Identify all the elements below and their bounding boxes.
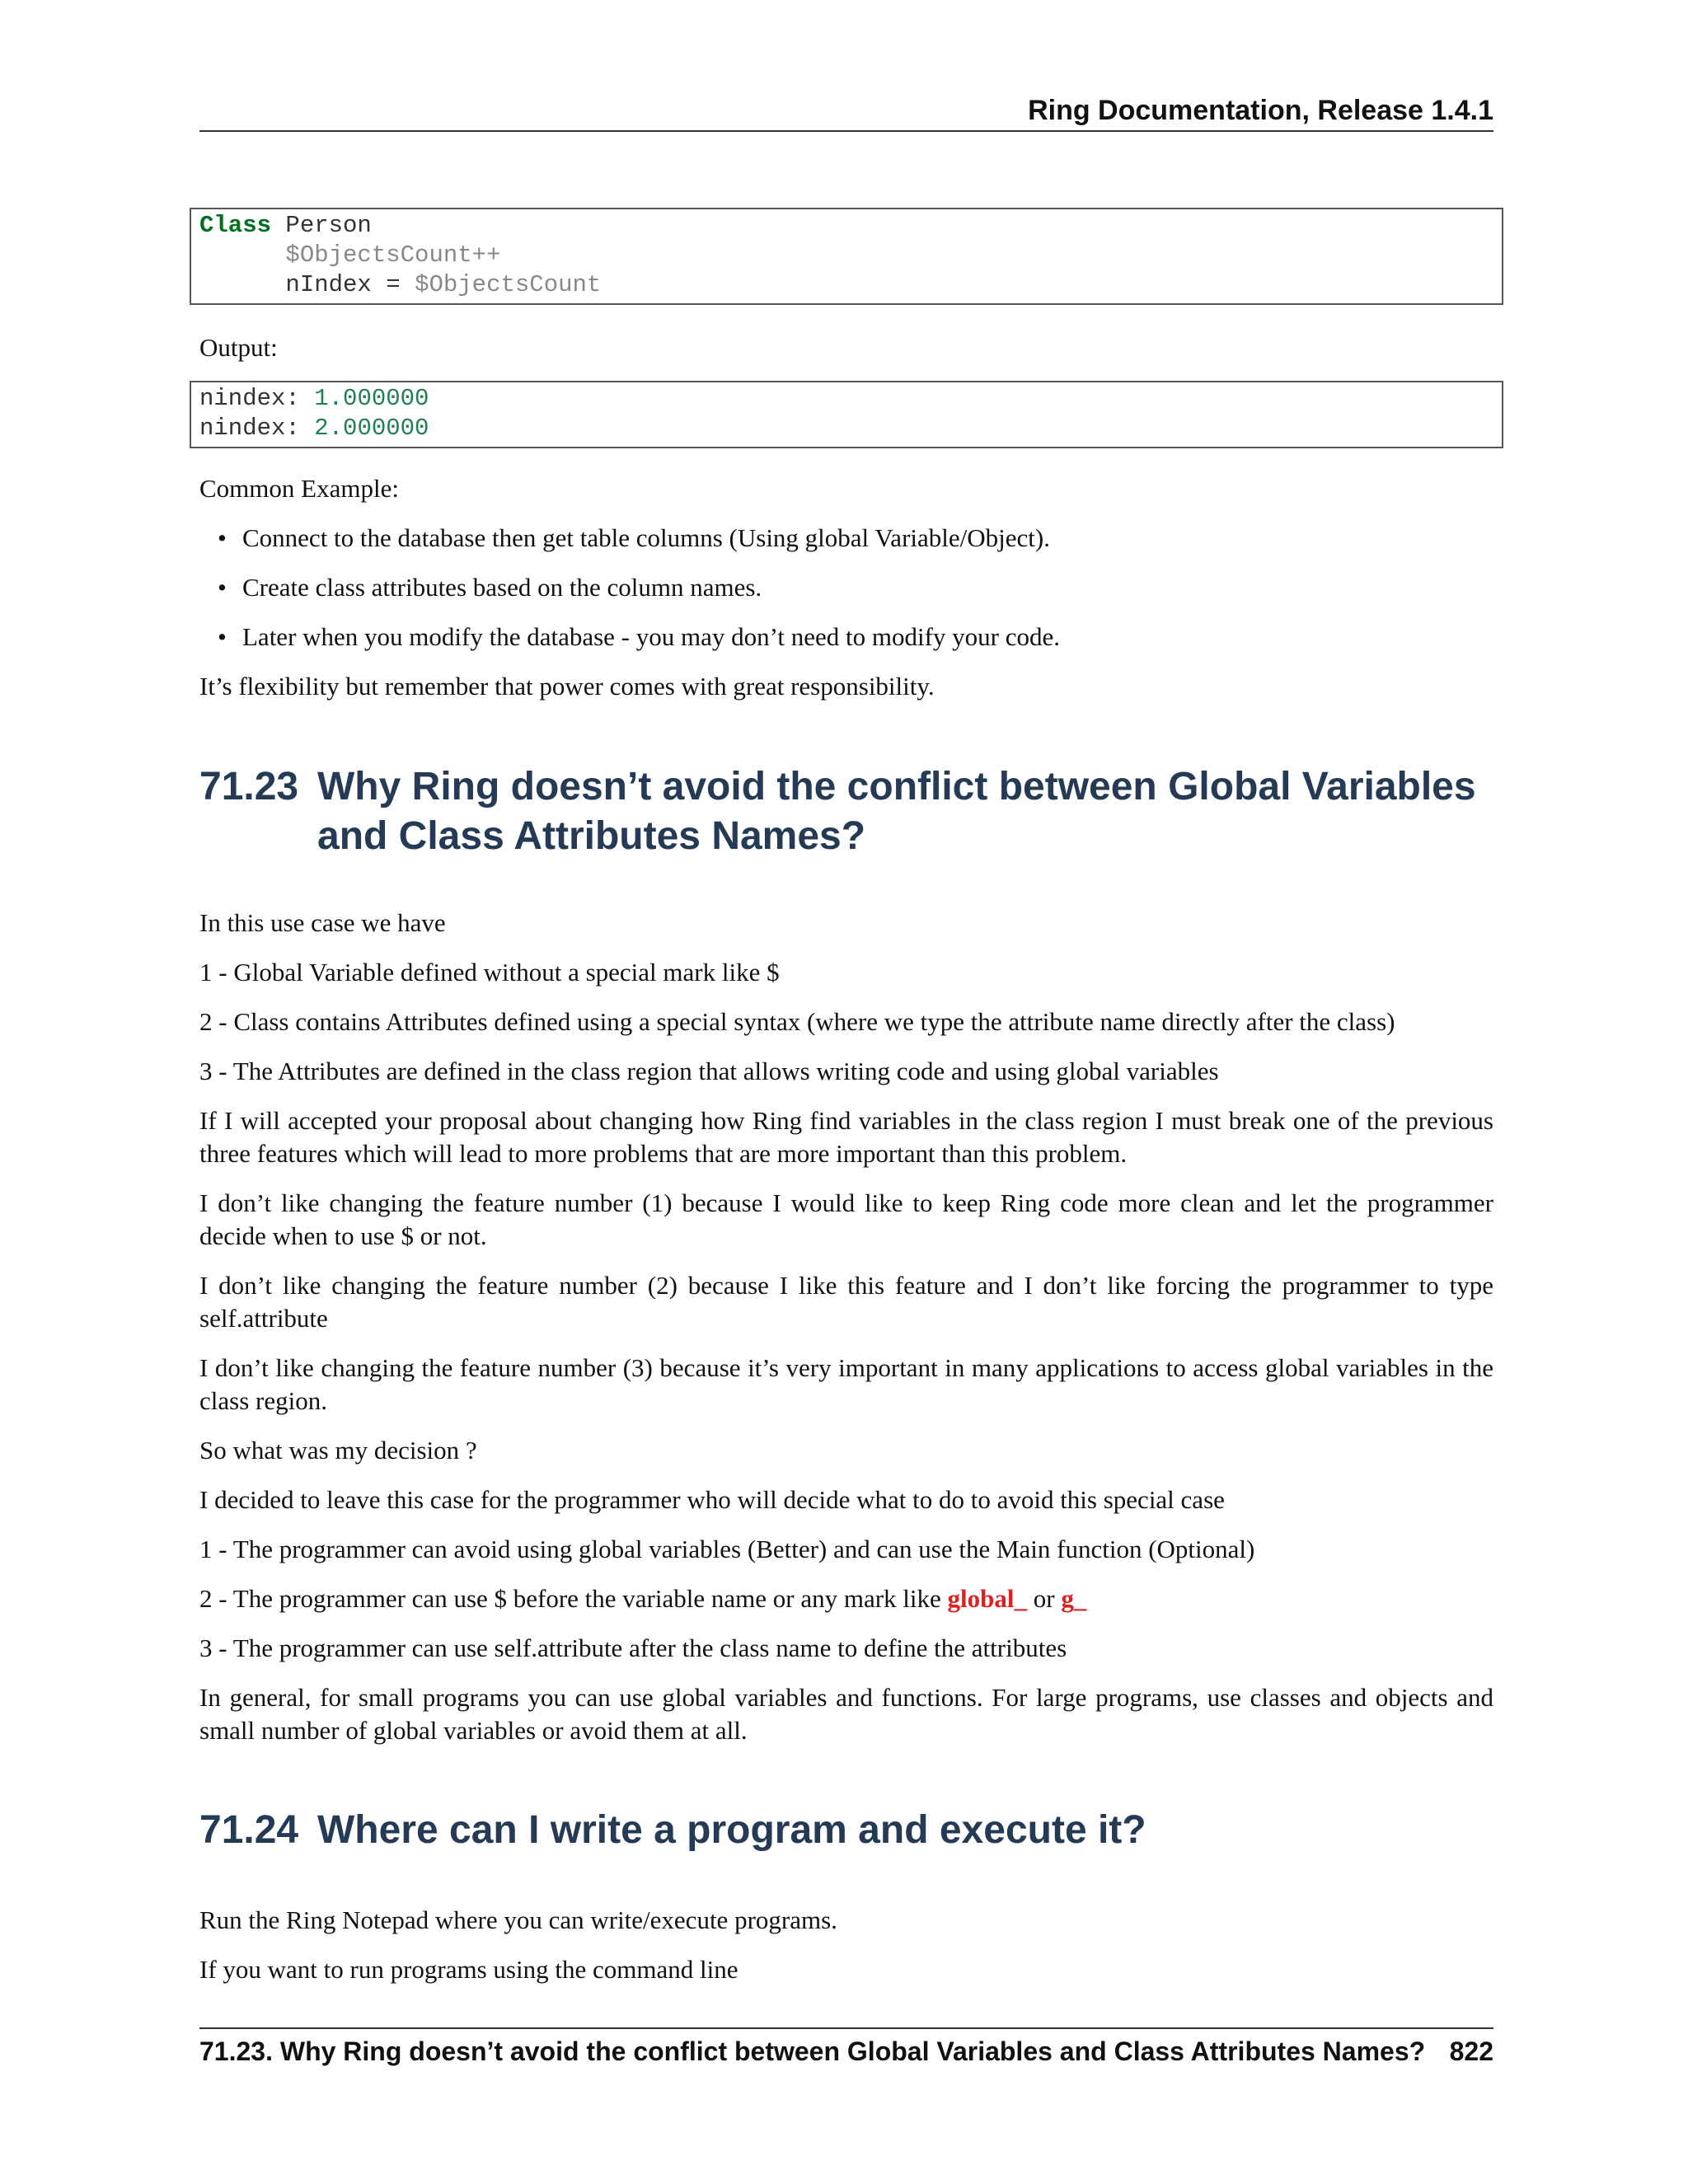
section-title: Why Ring doesn’t avoid the conflict between Global Variables and Class Attributes Names? [317,765,1476,858]
common-example-label: Common Example: [199,474,399,503]
paragraph: If I will accepted your proposal about changing how Ring find variables in the class region I must break one of the previous three features which will lead to more problems that are more important than this problem. [199,1106,1493,1168]
footer-section-title: 71.23. Why Ring doesn’t avoid the conflict between Global Variables and Class Attributes Names? [199,2036,1426,2066]
code-variable: $ObjectsCount [285,241,472,269]
section-heading-71-24 [199,1806,1493,1855]
code-text: nIndex = [285,271,415,298]
code-text: nindex: [199,415,315,442]
paragraph: In this use case we have [199,908,446,937]
list-item: • Later when you modify the database - you may don’t need to modify your code. [242,621,1060,654]
highlight-global-prefix: global_ [947,1584,1027,1613]
code-number: 1.000000 [314,385,429,412]
output-label: Output: [199,333,278,362]
paragraph: 3 - The Attributes are defined in the class region that allows writing code and using global variables [199,1057,1219,1085]
paragraph: 3 - The programmer can use self.attribute after the class name to define the attributes [199,1633,1067,1662]
section-title: Where can I write a program and execute it? [317,1808,1146,1852]
paragraph: 1 - Global Variable defined without a special mark like $ [199,958,780,987]
paragraph: I decided to leave this case for the programmer who will decide what to do to avoid this special case [199,1485,1225,1514]
code-text: nindex: [199,385,315,412]
list-item: • Connect to the database then get table columns (Using global Variable/Object). [242,522,1050,555]
code-keyword: Class [199,212,272,239]
paragraph-text: or [1027,1584,1062,1613]
paragraph: I don’t like changing the feature number (1) because I would like to keep Ring code more clean and let the programmer decide when to use $ or not. [199,1188,1493,1250]
section-number: 71.23 [199,765,299,808]
paragraph: So what was my decision ? [199,1436,477,1465]
footer-divider [199,2027,1493,2029]
code-block-output [190,381,1503,448]
paragraph: It’s flexibility but remember that power comes with great responsibility. [199,672,935,701]
running-header: Ring Documentation, Release 1.4.1 [199,92,1493,132]
code-block-class [190,208,1503,305]
paragraph: I don’t like changing the feature number (2) because I like this feature and I don’t like forcing the programmer to type self.attribute [199,1271,1493,1333]
paragraph: I don’t like changing the feature number (3) because it’s very important in many applications to access global variables in the class region. [199,1353,1493,1415]
paragraph: 2 - Class contains Attributes defined using a special syntax (where we type the attribute name directly after the class) [199,1007,1395,1036]
paragraph [199,1582,1493,1615]
code-variable: $ObjectsCount [415,271,602,298]
code-number: 2.000000 [314,415,429,442]
running-footer [199,2032,1493,2070]
highlight-g-prefix: g_ [1061,1584,1087,1613]
code-operator: ++ [471,241,501,269]
paragraph: Run the Ring Notepad where you can write/execute programs. [199,1905,837,1934]
section-number: 71.24 [199,1808,299,1852]
paragraph: In general, for small programs you can use global variables and functions. For large programs, use classes and objects and small number of global variables or avoid them at all. [199,1683,1493,1745]
code-text: Person [271,212,372,239]
paragraph: 1 - The programmer can avoid using global variables (Better) and can use the Main function (Optional) [199,1535,1255,1563]
paragraph-text: 2 - The programmer can use $ before the variable name or any mark like [199,1584,948,1613]
section-heading-71-23 [199,762,1493,861]
page-number: 822 [1449,2036,1493,2066]
list-item: • Create class attributes based on the column names. [242,571,762,604]
paragraph: If you want to run programs using the command line [199,1955,738,1984]
